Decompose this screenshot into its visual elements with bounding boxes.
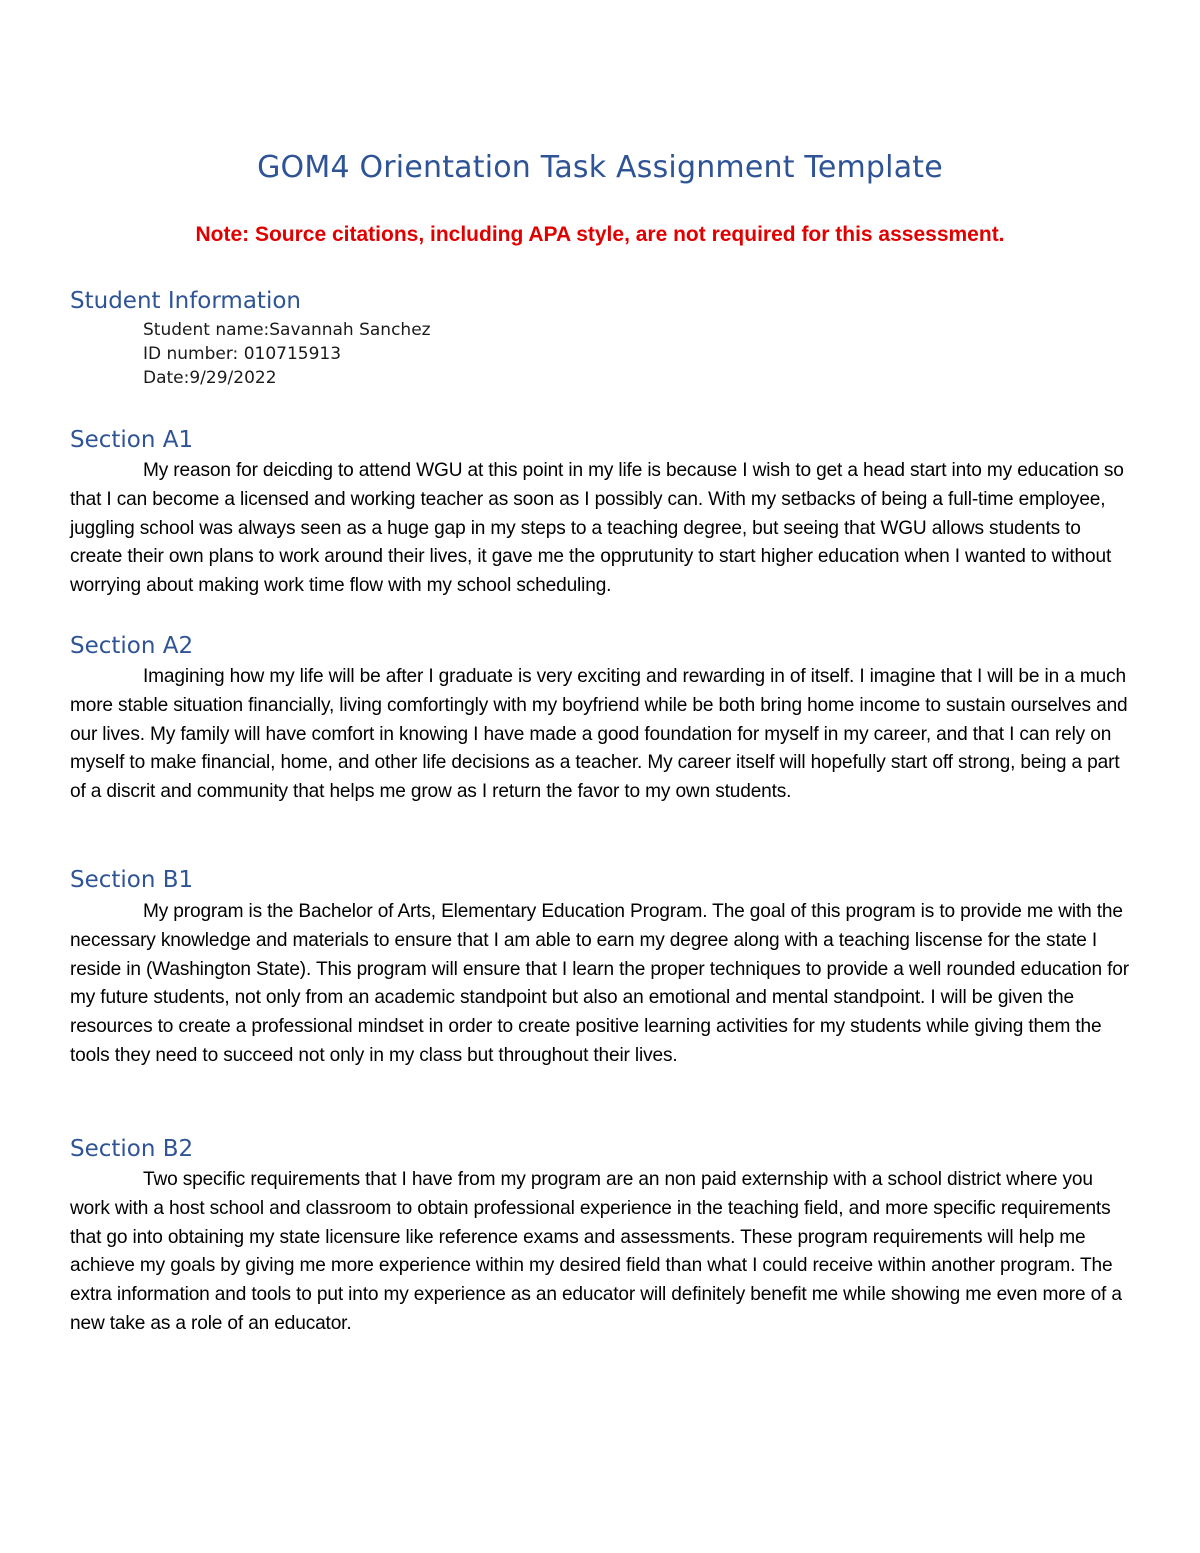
student-information-heading: Student Information bbox=[70, 288, 301, 314]
section-b2-body: Two specific requirements that I have from my program are an non paid externship with a school district where you work with a host school and classroom to obtain professional experience in the teaching field, and more specific requirements that go into obtaining my state licensure like reference exams and assessments. These program requirements will help me achieve my goals by giving me more experience within my desired field than what I could receive within another program. The extra information and tools to put into my experience as an educator will definitely benefit me while showing me even more of a new take as a role of an educator. bbox=[70, 1169, 1122, 1334]
section-a2-body: Imagining how my life will be after I graduate is very exciting and rewarding in of itself. I imagine that I will be in a much more stable situation financially, living comfortingly with my boyfriend while be both bring home income to sustain ourselves and our lives. My family will have comfort in knowing I have made a good foundation for myself in my career, and that I can rely on myself to make financial, home, and other life decisions as a teacher. My career itself will hopefully start off strong, being a part of a discrit and community that helps me grow as I return the favor to my own students. bbox=[70, 666, 1128, 803]
document-title: GOM4 Orientation Task Assignment Template bbox=[257, 150, 943, 185]
section-a1-heading: Section A1 bbox=[70, 427, 194, 453]
student-id-line: ID number: 010715913 bbox=[143, 344, 342, 364]
section-b2-heading: Section B2 bbox=[70, 1136, 194, 1162]
section-a2-heading: Section A2 bbox=[70, 633, 194, 659]
date-line: Date:9/29/2022 bbox=[143, 368, 277, 388]
assessment-note: Note: Source citations, including APA style, are not required for this assessment. bbox=[195, 223, 1005, 246]
student-name-line: Student name:Savannah Sanchez bbox=[143, 320, 431, 340]
section-b1-body: My program is the Bachelor of Arts, Elementary Education Program. The goal of this program is to provide me with the necessary knowledge and materials to ensure that I am able to earn my degree along with a teaching liscense for the state I reside in (Washington State). This program will ensure that I learn the proper techniques to provide a well rounded education for my future students, not only from an academic standpoint but also an emotional and mental standpoint. I will be given the resources to create a professional mindset in order to create positive learning activities for my students while giving them the tools they need to succeed not only in my class but throughout their lives. bbox=[70, 901, 1129, 1066]
section-a1-body: My reason for deicding to attend WGU at this point in my life is because I wish to get a head start into my education so that I can become a licensed and working teacher as soon as I possibly can. With my setbacks of being a full-time employee, juggling school was always seen as a huge gap in my steps to a teaching degree, but seeing that WGU allows students to create their own plans to work around their lives, it gave me the opprutunity to start higher education when I wanted to without worrying about making work time flow with my school scheduling. bbox=[70, 460, 1124, 597]
section-b1-heading: Section B1 bbox=[70, 867, 194, 893]
student-information-block bbox=[143, 318, 431, 390]
